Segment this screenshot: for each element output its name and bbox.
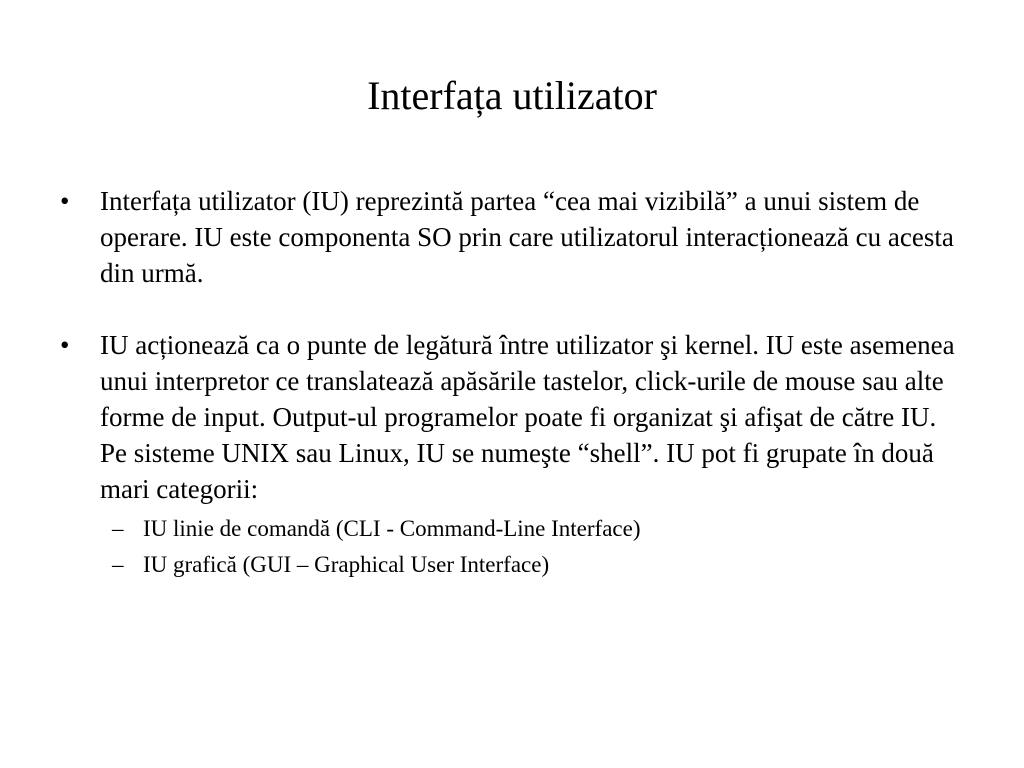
bullet-item: [60, 183, 960, 291]
dash-icon: –: [112, 552, 124, 577]
sub-bullet-item-cli: [100, 511, 960, 547]
bullet-text: IU acționează ca o punte de legătură între utilizator şi kernel. IU este asemenea unui interpretor ce translatează apăsările tastelor, click-urile de mouse sau alte forme de input. Output-ul programelor poate fi organizat şi afişat de către IU. Pe sisteme UNIX sau Linux, IU se numeşte “shell”. IU pot fi grupate în două mari categorii:: [100, 330, 955, 504]
sub-bullet-text: IU linie de comandă (CLI - Command-Line Interface): [143, 516, 641, 541]
bullet-icon: •: [60, 330, 70, 360]
sub-bullet-list: [100, 511, 960, 583]
bullet-icon: •: [60, 186, 70, 216]
dash-icon: –: [112, 516, 124, 541]
slide-title: Interfața utilizator: [367, 73, 657, 118]
slide-content: [60, 183, 960, 583]
bullet-text: Interfața utilizator (IU) reprezintă partea “cea mai vizibilă” a unui sistem de operare. IU este componenta SO prin care utilizatorul interacționează cu acesta din urmă.: [100, 186, 954, 288]
bullet-item: [60, 327, 960, 583]
sub-bullet-item-gui: [100, 547, 960, 583]
sub-bullet-text: IU grafică (GUI – Graphical User Interface): [143, 552, 550, 577]
